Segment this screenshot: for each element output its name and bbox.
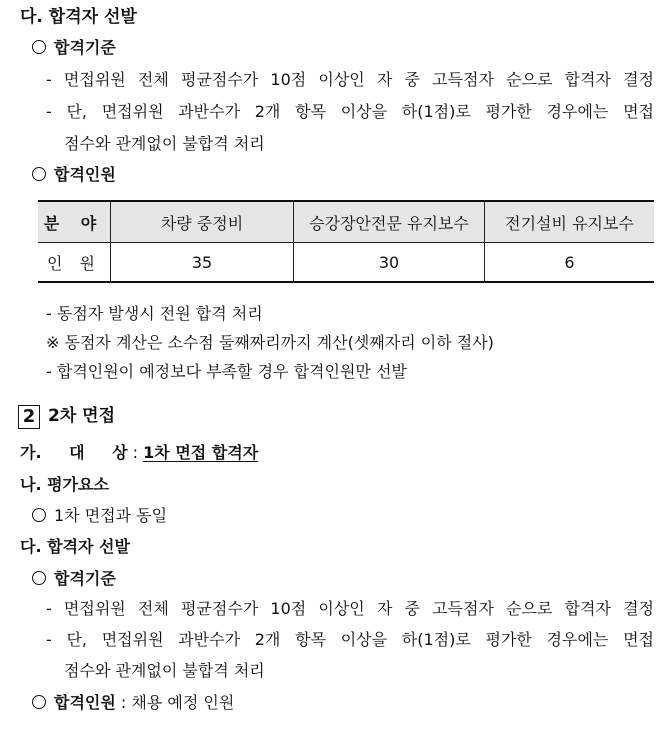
- table-row-label: 인 원: [38, 243, 111, 283]
- criteria-line-1: - 면접위원 전체 평균점수가 10점 이상인 자 중 고득점자 순으로 합격자 결정: [46, 70, 654, 89]
- headcount-heading-text: 합격인원: [54, 165, 116, 184]
- criteria2-line-3: 점수와 관계없이 불합격 처리: [64, 661, 265, 680]
- table-row: [38, 243, 654, 283]
- headcount-value: : 채용 예정 인원: [115, 693, 235, 712]
- criteria-heading-text: 합격기준: [54, 569, 116, 588]
- target-label: 가. 대 상: [20, 443, 128, 462]
- target-line: [20, 442, 258, 464]
- circle-bullet-icon: [32, 508, 46, 522]
- criteria-heading: [32, 37, 116, 59]
- factors-title: 나. 평가요소: [20, 475, 109, 494]
- criteria-heading-text: 합격기준: [54, 38, 116, 57]
- section-number-box: 2: [18, 405, 40, 429]
- circle-bullet-icon: [32, 571, 46, 585]
- criteria2-line-1: - 면접위원 전체 평균점수가 10점 이상인 자 중 고득점자 순으로 합격자 결정: [46, 599, 654, 618]
- circle-bullet-icon: [32, 167, 46, 181]
- table-cell: 30: [294, 243, 485, 283]
- target-value: 1차 면접 합격자: [143, 443, 259, 462]
- table-header-row: [38, 201, 654, 243]
- note-line-1: - 동점자 발생시 전원 합격 처리: [46, 304, 263, 323]
- headcount-heading-2: [32, 692, 234, 714]
- note-line-3: - 합격인원이 예정보다 부족할 경우 합격인원만 선발: [46, 362, 407, 381]
- factors-item: [32, 505, 167, 527]
- table-header-cell: 승강장안전문 유지보수: [294, 201, 485, 243]
- selection-title: 다. 합격자 선발: [20, 537, 130, 556]
- section1-title: 다. 합격자 선발: [20, 7, 137, 27]
- table-header-cell: 차량 중정비: [111, 201, 294, 243]
- criteria-line-3: 점수와 관계없이 불합격 처리: [64, 134, 265, 153]
- note-line-2: ※ 동점자 계산은 소수점 둘째짜리까지 계산(셋째자리 이하 절사): [46, 333, 494, 352]
- target-sep: :: [127, 443, 144, 462]
- headcount-table: [38, 200, 654, 283]
- factors-item-text: 1차 면접과 동일: [54, 506, 168, 525]
- table-header-cell: 분 야: [38, 201, 111, 243]
- section2-title: [18, 405, 115, 429]
- criteria2-line-2: - 단, 면접위원 과반수가 2개 항목 이상을 하(1점)로 평가한 경우에는 면접: [46, 630, 654, 649]
- headcount-heading-text: 합격인원: [54, 693, 116, 712]
- headcount-heading: [32, 164, 116, 186]
- section2-title-text: 2차 면접: [48, 406, 116, 426]
- circle-bullet-icon: [32, 40, 46, 54]
- criteria-heading-2: [32, 568, 116, 590]
- table-cell: 6: [485, 243, 655, 283]
- circle-bullet-icon: [32, 695, 46, 709]
- table-header-cell: 전기설비 유지보수: [485, 201, 655, 243]
- criteria-line-2: - 단, 면접위원 과반수가 2개 항목 이상을 하(1점)로 평가한 경우에는 면접: [46, 102, 654, 121]
- table-cell: 35: [111, 243, 294, 283]
